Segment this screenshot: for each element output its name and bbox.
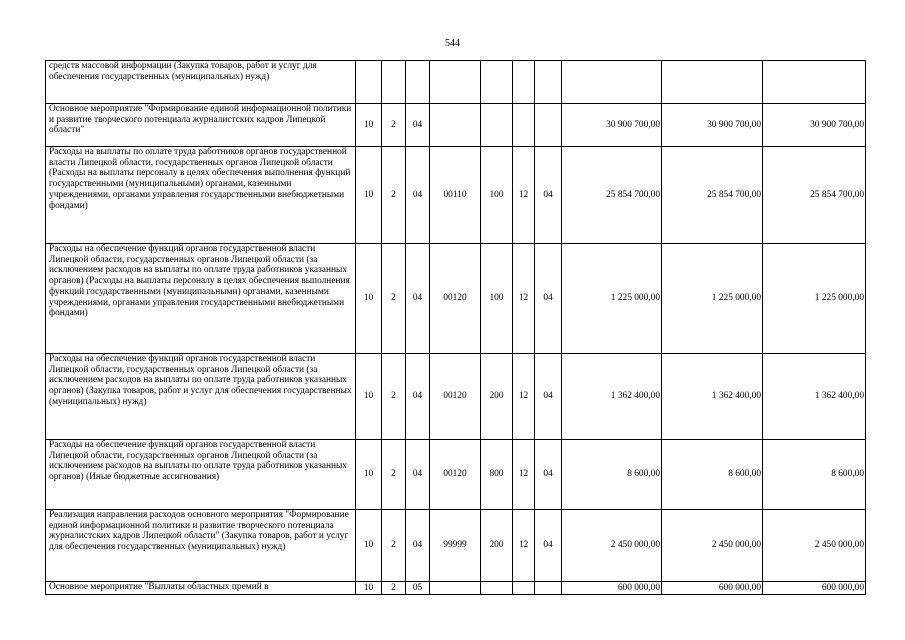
code-cell-c6: 12 — [513, 440, 535, 510]
code-cell-c4: 00110 — [430, 147, 481, 244]
code-cell-c1: 10 — [356, 510, 382, 582]
row-description — [46, 104, 356, 147]
table-row — [46, 510, 866, 582]
code-cell-c6 — [513, 104, 535, 147]
code-cell-c4: 00120 — [430, 244, 481, 354]
amount-cell-v3: 25 854 700,00 — [763, 147, 866, 244]
code-cell-c5: 200 — [481, 354, 513, 440]
row-description-text: Расходы на выплаты по оплате труда работников органов государственной власти Липецкой области, государственных органов Липецкой области (Расходы на выплаты персоналу в целях обеспечения выполнения функций государственными (муниципальными) органами, казенными учреждениями, органами управления государственными внебюджетными фондами) — [49, 147, 351, 211]
code-cell-c6: 12 — [513, 244, 535, 354]
code-cell-c2: 2 — [382, 244, 406, 354]
row-description-text: Основное мероприятие "Формирование единой информационной политики и развитие творческого потенциала журналистских кадров Липецкой области" — [49, 104, 352, 136]
amount-cell-v1: 1 362 400,00 — [562, 354, 662, 440]
amount-cell-v3: 8 600,00 — [763, 440, 866, 510]
code-cell-c2: 2 — [382, 147, 406, 244]
table-row — [46, 354, 866, 440]
code-cell-c3 — [406, 61, 430, 104]
amount-cell-v1: 8 600,00 — [562, 440, 662, 510]
row-description-text: Реализация направления расходов основного мероприятия "Формирование единой информационной политики и развитие творческого потенциала журналистских кадров Липецкой области" (Закупка товаров, работ и услуг для обеспечения государственных (муниципальных) нужд) — [49, 510, 349, 553]
code-cell-c3: 04 — [406, 510, 430, 582]
amount-cell-v1 — [562, 61, 662, 104]
amount-cell-v2: 1 362 400,00 — [662, 354, 763, 440]
row-description-text: средств массовой информации (Закупка товаров, работ и услуг для обеспечения государственных (муниципальных) нужд) — [49, 61, 317, 82]
code-cell-c2: 2 — [382, 510, 406, 582]
table-row — [46, 104, 866, 147]
code-cell-c7: 04 — [535, 440, 562, 510]
amount-cell-v3: 1 225 000,00 — [763, 244, 866, 354]
code-cell-c3: 05 — [406, 582, 430, 595]
table-row — [46, 244, 866, 354]
code-cell-c6: 12 — [513, 510, 535, 582]
code-cell-c2: 2 — [382, 582, 406, 595]
amount-cell-v2: 2 450 000,00 — [662, 510, 763, 582]
code-cell-c4 — [430, 104, 481, 147]
code-cell-c3: 04 — [406, 440, 430, 510]
code-cell-c6: 12 — [513, 147, 535, 244]
code-cell-c4: 00120 — [430, 354, 481, 440]
row-description-text: Расходы на обеспечение функций органов государственной власти Липецкой области, государственных органов Липецкой области (за исключением расходов на выплаты по оплате труда работников указанных органов) (Расходы на выплаты персоналу в целях обеспечения выполнения функций государственными (муниципальными) органами, казенными учреждениями, органами управления государственными внебюджетными фондами) — [49, 244, 350, 319]
row-description — [46, 510, 356, 582]
code-cell-c5 — [481, 582, 513, 595]
amount-cell-v2: 8 600,00 — [662, 440, 763, 510]
budget-table — [45, 60, 866, 595]
code-cell-c5 — [481, 104, 513, 147]
code-cell-c1: 10 — [356, 244, 382, 354]
amount-cell-v2: 25 854 700,00 — [662, 147, 763, 244]
row-description — [46, 61, 356, 104]
page-number: 544 — [445, 38, 460, 49]
code-cell-c5 — [481, 61, 513, 104]
amount-cell-v2 — [662, 61, 763, 104]
amount-cell-v2: 600 000,00 — [662, 582, 763, 595]
row-description-text: Основное мероприятие "Выплаты областных премий в — [49, 582, 269, 592]
amount-cell-v3: 600 000,00 — [763, 582, 866, 595]
code-cell-c7: 04 — [535, 354, 562, 440]
row-description — [46, 354, 356, 440]
row-description — [46, 440, 356, 510]
code-cell-c6: 12 — [513, 354, 535, 440]
table-row — [46, 582, 866, 595]
code-cell-c1: 10 — [356, 582, 382, 595]
row-description — [46, 244, 356, 354]
code-cell-c3: 04 — [406, 244, 430, 354]
row-description-text: Расходы на обеспечение функций органов государственной власти Липецкой области, государственных органов Липецкой области (за исключением расходов на выплаты по оплате труда работников указанных органов) (Иные бюджетные ассигнования) — [49, 440, 347, 483]
amount-cell-v1: 25 854 700,00 — [562, 147, 662, 244]
code-cell-c3: 04 — [406, 104, 430, 147]
code-cell-c7 — [535, 582, 562, 595]
table-row — [46, 440, 866, 510]
code-cell-c7 — [535, 61, 562, 104]
amount-cell-v1: 600 000,00 — [562, 582, 662, 595]
row-description — [46, 582, 356, 595]
code-cell-c2: 2 — [382, 354, 406, 440]
code-cell-c6 — [513, 61, 535, 104]
code-cell-c7: 04 — [535, 510, 562, 582]
row-description-text: Расходы на обеспечение функций органов государственной власти Липецкой области, государственных органов Липецкой области (за исключением расходов на выплаты по оплате труда работников указанных органов) (Закупка товаров, работ и услуг для обеспечения государственных (муниципальных) нужд) — [49, 354, 352, 407]
amount-cell-v3: 1 362 400,00 — [763, 354, 866, 440]
code-cell-c3: 04 — [406, 147, 430, 244]
code-cell-c6 — [513, 582, 535, 595]
code-cell-c2: 2 — [382, 104, 406, 147]
code-cell-c1: 10 — [356, 104, 382, 147]
code-cell-c7: 04 — [535, 147, 562, 244]
code-cell-c1: 10 — [356, 440, 382, 510]
code-cell-c7 — [535, 104, 562, 147]
row-description — [46, 147, 356, 244]
code-cell-c4: 00120 — [430, 440, 481, 510]
code-cell-c5: 800 — [481, 440, 513, 510]
amount-cell-v2: 1 225 000,00 — [662, 244, 763, 354]
code-cell-c1: 10 — [356, 354, 382, 440]
amount-cell-v1: 1 225 000,00 — [562, 244, 662, 354]
table-row — [46, 147, 866, 244]
code-cell-c4 — [430, 582, 481, 595]
amount-cell-v1: 2 450 000,00 — [562, 510, 662, 582]
budget-table-body — [46, 61, 866, 595]
code-cell-c2: 2 — [382, 440, 406, 510]
amount-cell-v3: 30 900 700,00 — [763, 104, 866, 147]
amount-cell-v2: 30 900 700,00 — [662, 104, 763, 147]
amount-cell-v1: 30 900 700,00 — [562, 104, 662, 147]
code-cell-c4: 99999 — [430, 510, 481, 582]
code-cell-c2 — [382, 61, 406, 104]
amount-cell-v3: 2 450 000,00 — [763, 510, 866, 582]
code-cell-c1: 10 — [356, 147, 382, 244]
code-cell-c5: 100 — [481, 147, 513, 244]
code-cell-c5: 200 — [481, 510, 513, 582]
code-cell-c3: 04 — [406, 354, 430, 440]
table-row — [46, 61, 866, 104]
amount-cell-v3 — [763, 61, 866, 104]
code-cell-c4 — [430, 61, 481, 104]
code-cell-c5: 100 — [481, 244, 513, 354]
code-cell-c7: 04 — [535, 244, 562, 354]
code-cell-c1 — [356, 61, 382, 104]
